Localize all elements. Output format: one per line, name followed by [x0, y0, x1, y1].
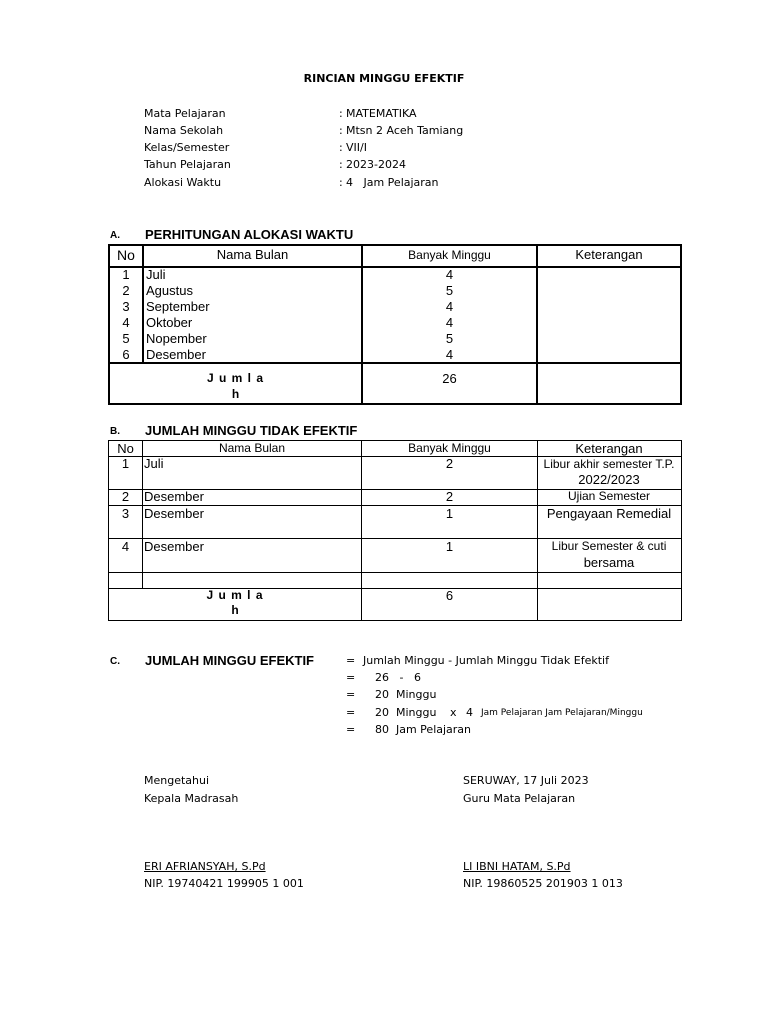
equals-sign: = [346, 654, 356, 667]
row-minggu: 5 [445, 283, 454, 298]
row-keterangan: Libur akhir semester T.P. [543, 457, 675, 471]
row-no: 1 [121, 456, 130, 471]
row-minggu: 2 [445, 456, 454, 471]
calc-line-4-jam: 4 [466, 706, 473, 719]
header-nama-bulan: Nama Bulan [216, 247, 289, 262]
calc-line-4-times: x [450, 706, 457, 719]
table-jumlah-minggu-tidak-efektif [108, 440, 682, 621]
info-value: 4 Jam Pelajaran [346, 176, 439, 189]
info-colon: : [339, 176, 343, 189]
calc-line-2: 26 - 6 [375, 671, 421, 684]
header-nama-bulan: Nama Bulan [218, 441, 286, 455]
row-minggu: 5 [445, 331, 454, 346]
total-value: 6 [445, 588, 454, 603]
row-keterangan: Ujian Semester [567, 489, 651, 503]
table-perhitungan-alokasi-waktu [108, 244, 682, 405]
row-bulan: Desember [144, 506, 204, 521]
row-no: 2 [122, 283, 130, 298]
calc-line-1: Jumlah Minggu - Jumlah Minggu Tidak Efektif [363, 654, 609, 667]
row-no: 3 [121, 506, 130, 521]
calc-line-5: 80 Jam Pelajaran [375, 723, 472, 736]
row-no: 5 [122, 331, 130, 346]
info-colon: : [339, 107, 343, 120]
row-minggu: 4 [445, 267, 454, 282]
section-b-title: JUMLAH MINGGU TIDAK EFEKTIF [145, 423, 358, 438]
row-no: 4 [122, 315, 130, 330]
signature-right-role: Guru Mata Pelajaran [463, 792, 576, 805]
row-minggu: 4 [445, 347, 454, 362]
row-minggu: 1 [445, 506, 454, 521]
row-bulan: Nopember [146, 331, 207, 346]
equals-sign: = [346, 723, 356, 736]
row-keterangan-cont: bersama [583, 555, 635, 570]
row-bulan: Agustus [146, 283, 193, 298]
header-banyak-minggu: Banyak Minggu [408, 441, 491, 455]
section-c-letter: C. [110, 656, 120, 667]
total-label: J u m l a [206, 588, 264, 602]
signature-left-name: ERI AFRIANSYAH, S.Pd [144, 860, 266, 873]
signature-left-caption: Mengetahui [144, 774, 210, 787]
total-label-cont: h [231, 603, 239, 617]
section-c-title: JUMLAH MINGGU EFEKTIF [145, 653, 314, 668]
info-label: Alokasi Waktu [144, 176, 222, 189]
info-label: Mata Pelajaran [144, 107, 226, 120]
row-no: 3 [122, 299, 130, 314]
row-bulan: Oktober [146, 315, 193, 330]
info-value: VII/I [346, 141, 367, 154]
signature-right-nip: NIP. 19860525 201903 1 013 [463, 877, 623, 890]
row-bulan: Juli [146, 267, 166, 282]
calc-line-3: 20 Minggu [375, 688, 437, 701]
info-label: Tahun Pelajaran [144, 158, 231, 171]
row-no: 4 [121, 539, 130, 554]
calc-line-4-minggu: 20 Minggu [375, 706, 437, 719]
section-b-letter: B. [110, 426, 120, 437]
row-keterangan-cont: 2022/2023 [578, 472, 640, 487]
total-label: J u m l a [206, 371, 265, 385]
row-bulan: Desember [144, 489, 204, 504]
section-a-title: PERHITUNGAN ALOKASI WAKTU [145, 227, 354, 242]
header-no: No [117, 441, 134, 456]
signature-right-name: LI IBNI HATAM, S.Pd [463, 860, 571, 873]
row-no: 2 [121, 489, 130, 504]
row-bulan: Desember [146, 347, 206, 362]
header-keterangan: Keterangan [575, 441, 643, 456]
equals-sign: = [346, 671, 356, 684]
section-a-letter: A. [110, 230, 120, 241]
row-minggu: 4 [445, 299, 454, 314]
row-bulan: September [146, 299, 210, 314]
info-label: Kelas/Semester [144, 141, 230, 154]
info-colon: : [339, 124, 343, 137]
row-no: 6 [122, 347, 130, 362]
row-minggu: 1 [445, 539, 454, 554]
equals-sign: = [346, 706, 356, 719]
table-column-divider [142, 441, 143, 589]
signature-left-nip: NIP. 19740421 199905 1 001 [144, 877, 304, 890]
info-value: Mtsn 2 Aceh Tamiang [346, 124, 464, 137]
info-value: 2023-2024 [346, 158, 406, 171]
row-minggu: 2 [445, 489, 454, 504]
info-value: MATEMATIKA [346, 107, 417, 120]
total-value: 26 [442, 371, 457, 386]
signature-left-role: Kepala Madrasah [144, 792, 239, 805]
table-row-divider [109, 572, 681, 573]
row-no: 1 [122, 267, 130, 282]
row-minggu: 4 [445, 315, 454, 330]
equals-sign: = [346, 688, 356, 701]
header-no: No [117, 247, 135, 263]
table-column-divider [536, 246, 538, 403]
total-label-cont: h [231, 387, 240, 401]
row-keterangan: Pengayaan Remedial [546, 506, 672, 521]
table-total-divider [110, 362, 680, 364]
row-bulan: Juli [144, 456, 164, 471]
row-keterangan: Libur Semester & cuti [551, 539, 667, 553]
header-keterangan: Keterangan [575, 247, 643, 262]
info-label: Nama Sekolah [144, 124, 224, 137]
info-colon: : [339, 141, 343, 154]
header-banyak-minggu: Banyak Minggu [408, 248, 491, 262]
signature-right-place-date: SERUWAY, 17 Juli 2023 [463, 774, 589, 787]
document-title: RINCIAN MINGGU EFEKTIF [303, 72, 465, 85]
calc-line-4-unit: Jam Pelajaran Jam Pelajaran/Minggu [481, 708, 643, 718]
row-bulan: Desember [144, 539, 204, 554]
info-colon: : [339, 158, 343, 171]
